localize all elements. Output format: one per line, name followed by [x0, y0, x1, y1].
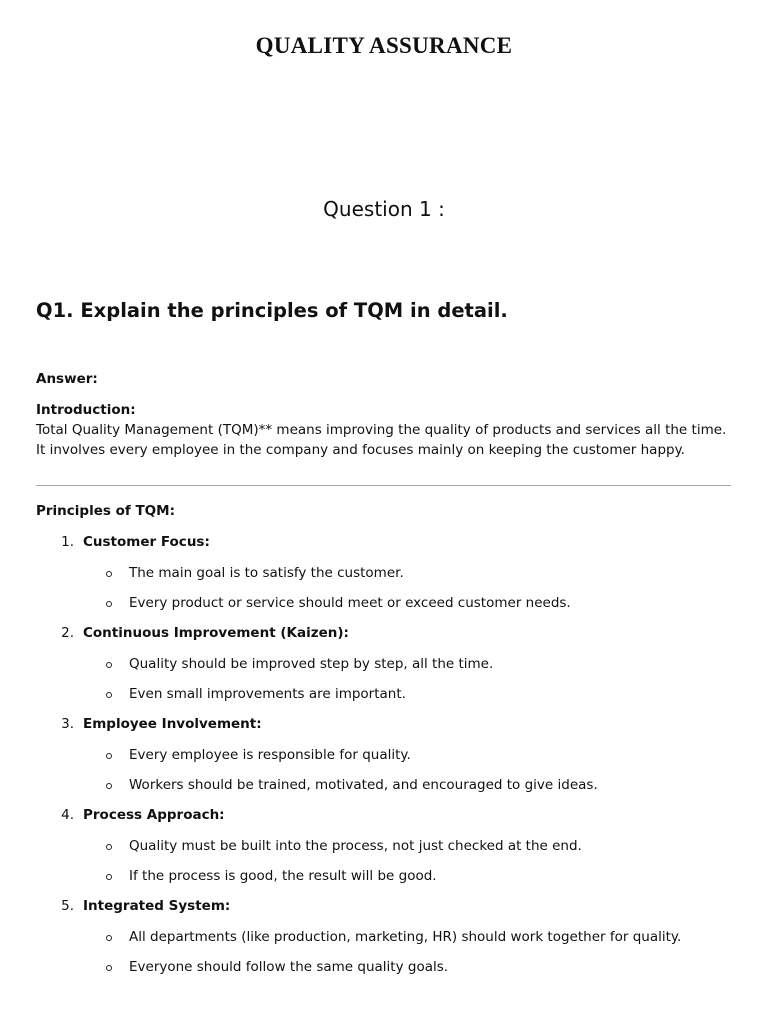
- principles-list: [36, 532, 736, 987]
- hollow-bullet-icon: [106, 844, 112, 850]
- sub-point: [36, 927, 736, 947]
- principle-header: [36, 714, 736, 734]
- principle-header: [36, 623, 736, 643]
- answer-label: Answer:: [36, 371, 98, 387]
- document-title: QUALITY ASSURANCE: [255, 33, 513, 58]
- hollow-bullet-icon: [106, 874, 112, 880]
- introduction-line: Total Quality Management (TQM)** means improving the quality of products and services all the time.: [36, 422, 727, 438]
- sub-point: [36, 836, 736, 856]
- hollow-bullet-icon: [106, 935, 112, 941]
- sub-point-text: The main goal is to satisfy the customer.: [129, 564, 404, 581]
- sub-point-text: Workers should be trained, motivated, and encouraged to give ideas.: [129, 777, 598, 793]
- sub-point-list: [36, 745, 736, 796]
- hollow-bullet-icon: [106, 753, 112, 759]
- sub-point-text: Quality must be built into the process, not just checked at the end.: [129, 837, 582, 854]
- sub-point-list: [36, 927, 736, 978]
- principle-header: [36, 805, 736, 825]
- hollow-bullet-icon: [106, 601, 112, 607]
- principle-header: [36, 532, 736, 552]
- sub-point: [36, 957, 736, 977]
- principle-item: [36, 714, 736, 795]
- list-number: 4.: [61, 807, 74, 823]
- list-number: 5.: [61, 898, 74, 914]
- sub-point-list: [36, 563, 736, 614]
- sub-point-text: Every product or service should meet or exceed customer needs.: [129, 595, 571, 611]
- horizontal-divider: [36, 485, 731, 486]
- introduction-section: [36, 400, 736, 460]
- question-heading: Question 1 :: [323, 197, 445, 221]
- hollow-bullet-icon: [106, 783, 112, 789]
- principle-item: [36, 896, 736, 977]
- hollow-bullet-icon: [106, 662, 112, 668]
- principles-heading: Principles of TQM:: [36, 503, 175, 519]
- list-number: 2.: [61, 625, 74, 641]
- sub-point: [36, 563, 736, 583]
- sub-point: [36, 684, 736, 704]
- hollow-bullet-icon: [106, 692, 112, 698]
- hollow-bullet-icon: [106, 965, 112, 971]
- sub-point-text: All departments (like production, marketing, HR) should work together for quality.: [129, 928, 682, 945]
- sub-point: [36, 866, 736, 886]
- sub-point-list: [36, 654, 736, 705]
- introduction-line: It involves every employee in the company and focuses mainly on keeping the customer happy.: [36, 442, 685, 458]
- principle-header: [36, 896, 736, 916]
- sub-point-text: Every employee is responsible for quality.: [129, 746, 411, 763]
- principle-title: Integrated System:: [83, 898, 231, 914]
- principle-item: [36, 623, 736, 704]
- sub-point: [36, 593, 736, 613]
- sub-point-text: If the process is good, the result will be good.: [129, 868, 437, 884]
- sub-point-text: Everyone should follow the same quality goals.: [129, 959, 449, 975]
- principle-title: Continuous Improvement (Kaizen):: [83, 625, 349, 641]
- sub-point: [36, 745, 736, 765]
- principle-title: Employee Involvement:: [83, 716, 262, 732]
- hollow-bullet-icon: [106, 571, 112, 577]
- list-number: 1.: [61, 534, 74, 550]
- sub-point-text: Quality should be improved step by step, all the time.: [129, 655, 494, 672]
- principle-item: [36, 805, 736, 886]
- sub-point: [36, 654, 736, 674]
- list-number: 3.: [61, 716, 74, 732]
- sub-point: [36, 775, 736, 795]
- principle-title: Customer Focus:: [83, 534, 210, 550]
- question-text: Q1. Explain the principles of TQM in detail.: [36, 299, 508, 322]
- principle-item: [36, 532, 736, 613]
- sub-point-text: Even small improvements are important.: [129, 686, 406, 702]
- introduction-label: Introduction:: [36, 402, 136, 418]
- sub-point-list: [36, 836, 736, 887]
- principle-title: Process Approach:: [83, 807, 225, 823]
